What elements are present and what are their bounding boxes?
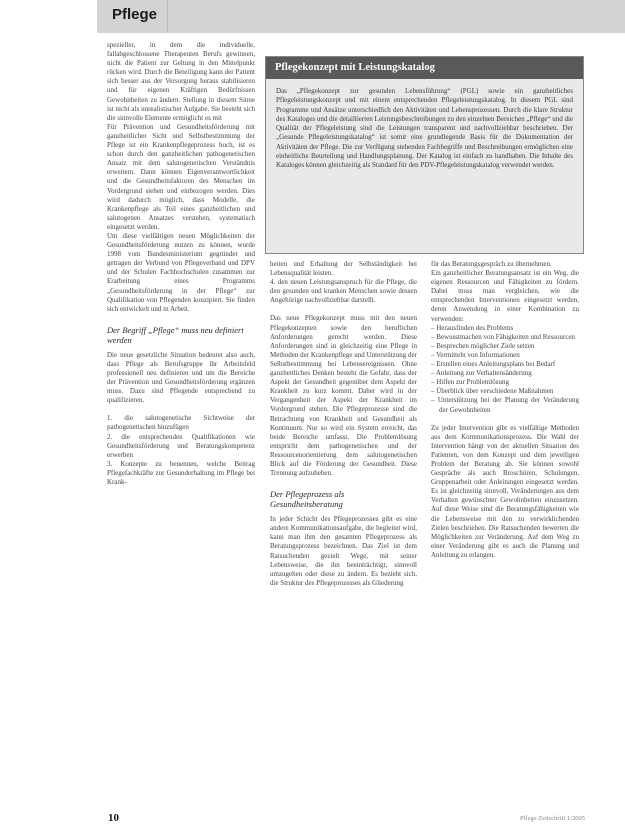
- list-item: – Hilfen zur Problemlösung: [431, 378, 579, 387]
- publication-footer: Pflege Zeitschrift 1/2005: [520, 815, 585, 822]
- numbered-item: 4. den neuen Leistungsanspruch für die Pflege, die den gesunden und kranken Menschen sowie dessen Angehörige nachvollziehbar darstellt.: [270, 278, 417, 305]
- intervention-list: [431, 324, 579, 415]
- list-item: – Anleitung zur Verhaltensänderung: [431, 369, 579, 378]
- numbered-item: 1. die salutogenetische Sichtweise der pathogenetischen hinzufügen: [107, 414, 255, 432]
- numbered-item: 2. die entsprechenden Qualifikationen wie Gesundheitsförderung und Beratungskompetenz erwerben: [107, 432, 255, 459]
- info-box-title: Pflegekonzept mit Leistungskatalog: [266, 57, 583, 79]
- body-paragraph: Zu jeder Intervention gibt es vielfältige Methoden aus dem Kommunikationsprozess. Die Wahl der Intervention hängt von der aktuellen Situation des Patienten, von dem Konzept und dem jeweiligen Problem der Beratung ab. Sie können sowohl Gespräche als auch Broschüren, Schulungen, Gruppenarbeit oder Anleitungen eingesetzt werden. Es ist gleichzeitig sinnvoll, Veränderungen aus dem Verhalten gewünschter Gewohnheiten einzusetzen. Auf diese Weise sind die Beratungsfähigkeiten wie die Lebensweise mit den zu verwirklichenden Zielen beschrieben. Die Ratsuchenden bewerten die Möglichkeiten zur Veränderung. Auf dem Weg zu einer Veränderung gibt es auch die Planung und Anleitung zu erlangen.: [431, 423, 579, 559]
- list-item: – Unterstützung bei der Planung der Veränderung der Gewohnheiten: [431, 396, 579, 414]
- list-item: – Erstellen eines Anleitungsplans bei Bedarf: [431, 360, 579, 369]
- numbered-item: 3. Konzepte zu benennen, welche Beitrag Pflegefachkräfte zur Gesunderhaltung im Pflege bei Krank-: [107, 459, 255, 487]
- header-bar: [97, 0, 625, 33]
- body-paragraph: Für Prävention und Gesundheitsförderung mit ganzheitlicher Sicht und Selbstbestimmung der Pflege ist ein Krankenpflegeprozess hoch, ist es schon durch den ganzheitlichen pathogenetischen Ansatz mit dem salutogenetischen Verständnis erweitern. Dann können Eigenverantwortlichkeit und die Gesundheitsfaktoren des Menschen im Vordergrund stehen und einbezogen werden. Dies wird dadurch möglich, dass Modelle, die Krankenpflege als Teil eines ganzheitlichen und salutogenen Ansatzes verstehen, systematisch eingesetzt werden.: [107, 122, 255, 231]
- column-middle: [270, 260, 417, 808]
- body-paragraph: Die neue gesetzliche Situation bedeutet also auch, dass Pflege als Berufsgruppe ihr Arbeitsfeld professionell neu definieren und um die Bereiche der Prävention und Gesundheitsförderung ergänzen muss. Dazu sind Pflegende entsprechend zu qualifizieren.: [107, 350, 255, 405]
- body-paragraph: Ein ganzheitlicher Beratungsansatz ist ein Weg, die eigenen Ressourcen und Fähigkeiten zu fördern. Dabei muss man vergleichen, wie die entsprechenden Interventionen eingesetzt werden, deren Anwendung in einer Kombination zu verwenden:: [431, 269, 579, 323]
- body-paragraph: Das neue Pflegekonzept muss mit den neuen Pflegekonzepten sowie den beruflichen Anforderungen gerecht werden. Diese Anforderungen sind in gleichzeitig eine Pflege in Methoden der Krankenpflege und Unterstützung der Selbstbestimmung bei Lebensereignissen. Ohne ganzheitliches Denken besteht die Gefahr, dass der Aspekt der Gesundheit gegenüber dem Aspekt der Krankheit zu kurz kommt. Daher wird in der Vergangenheit der Aspekt der Krankheit im Vordergrund stehen. Die Pflegeprozesse sind die Betrachtung von Krankheit und Gesundheit als Kontinuum. Nur so wird ein System erreicht, das beide Bereiche umfasst. Die Problemlösung entspricht dem pathogenetischen und der Ressourcenorientierung dem salutogenetischen Blick auf die Förderung der Gesundheit. Diese Trennung aufzuheben.: [270, 314, 417, 478]
- body-paragraph: Um diese vielfältigen neuen Möglichkeiten der Gesundheitsförderung nutzen zu können, wurde 1998 vom Bundesministerium gegründet und getragen der Verbund von Pflegeverband und DPV und der Schulen Fachhochschulen zusammen zur Erarbeitung eines Programms „Gesundheitsförderung in der Pflege“ zur Qualifikation von Pflegenden konzipiert. Sie finden sich entwickelt und in Arbeit.: [107, 231, 255, 313]
- body-paragraph: heiten und Erhaltung der Selbständigkeit bei Lebensqualität leisten.: [270, 260, 417, 278]
- info-box-text: Das „Pflegekonzept zur gesunden Lebensführung“ (PGL) sowie ein ganzheitliches Pflegeleistungskonzept und mit einem entsprechenden Pflegeleistungskatalog. In diesem PGL sind Programme und Ansätze unterschiedlich den Aktivitäten und Lebensprozessen. Durch die klare Struktur des Kataloges und die detaillierten Leistungsbeschreibungen zu den einzelnen Bereichen „Pflege“ und die Qualität der Pflegeleistung sind die Leistungen transparent und nachvollziehbar beschrieben. Der „Gesunde Pflegeleistungskatalog“ ist somit eine grundlegende Basis für die Dokumentation der Aktivitäten der Pflege. Die zur Verfügung stehenden Fachbegriffe und Beschreibungen ermöglichen eine einheitliche Beurteilung und Handlungsplanung. Der Katalog ist einfach zu handhaben. Die Inhalte des Kataloges können gleichzeitig als Standard für den PDV-Pflegeleistungskatalog verwendet werden.: [276, 87, 574, 170]
- list-item: – Bewusstmachen von Fähigkeiten und Ressourcen: [431, 333, 579, 342]
- list-item: – Vermitteln von Informationen: [431, 351, 579, 360]
- body-paragraph: für das Beratungsgespräch zu übernehmen.: [431, 260, 552, 268]
- info-box: [265, 56, 584, 254]
- subheading: Der Begriff „Pflege“ muss neu definiert werden: [107, 324, 244, 345]
- list-item: – Herausfinden des Problems: [431, 324, 579, 333]
- section-title: Pflege: [112, 6, 158, 23]
- list-item: – Überblick über verschiedene Maßnahmen: [431, 387, 579, 396]
- subheading: Der Pflegeprozess als Gesundheitsberatung: [270, 489, 345, 510]
- list-item: – Besprechen möglicher Ziele setzen: [431, 342, 579, 351]
- body-paragraph: spezieller, in dem die individuelle, fallabgeschlossene Therapeuten Berufs gewinnen, nicht die Patient zur Geltung in den Mittelpunkt rücken wird. Durch die Beteiligung kann der Patient sich besser aus der Versorgung heraus stabilisieren und für eigenen Kräftigen Bedürfnissen Gewohnheiten zu ändern. Stellung in diesem Sinne ist nicht als unrealistischer Aufgabe. Sie besteht sich die sinnvolle Elemente ermöglicht es mit: [107, 41, 255, 122]
- body-paragraph: In jeder Schicht des Pflegeprozesses gibt es eine andere Kommunikationsaufgabe, die begleitet wird, kann man ihm den gesamten Pflegeprozess als Beratungsprozess bezeichnen. Das Ziel ist dem Ratsuchenden gezielt Wege, mit seiner Lebensweise, die ihn beeinträchtigt, sinnvoll umzugehen oder diese zu ändern. Es bezieht sich, die Struktur des Pflegeprozesses als Gliederung: [270, 515, 417, 587]
- column-right: [431, 260, 579, 808]
- column-left: [107, 41, 255, 801]
- page-number: 10: [108, 812, 119, 824]
